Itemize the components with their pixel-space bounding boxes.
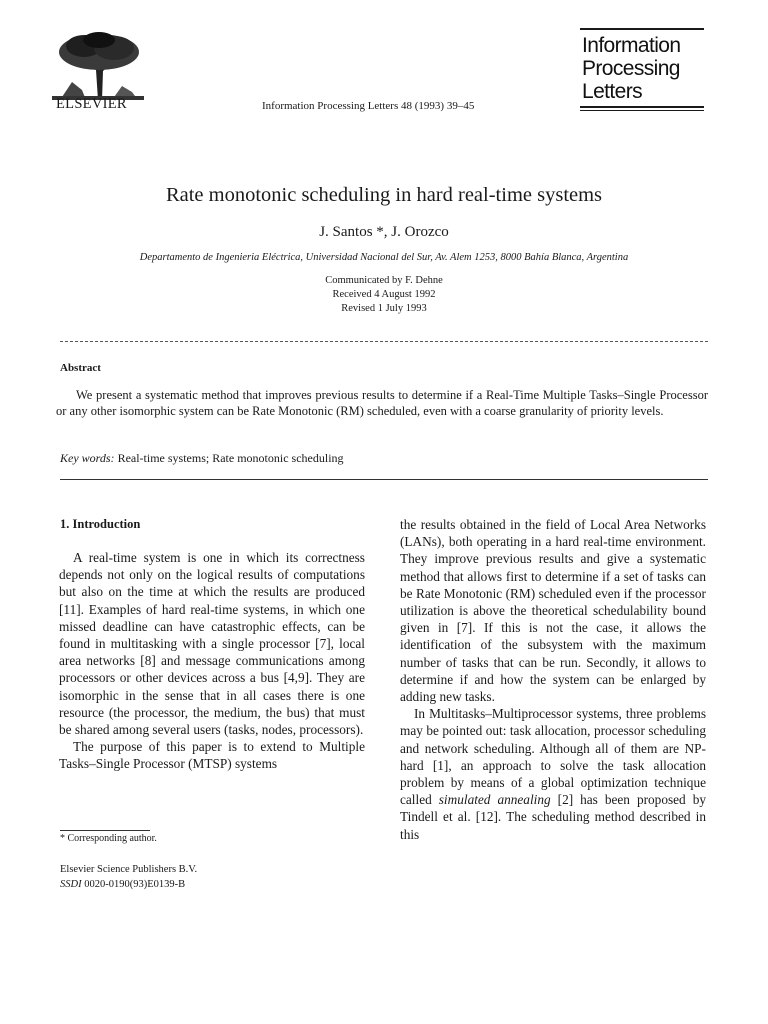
journal-citation: Information Processing Letters 48 (1993) 39–45 [262,100,475,112]
emphasis-term: simulated annealing [438,792,551,808]
text-run: [2] has been proposed by Tindell et al. [12]. The scheduling method described in this [400,792,706,842]
right-column [400,516,706,843]
article-authors: J. Santos *, J. Orozco [319,224,449,240]
abstract-heading: Abstract [60,362,101,374]
journal-name-line: Processing [582,57,680,80]
footnote: * Corresponding author. [60,833,157,844]
section-heading: 1. Introduction [60,517,141,531]
article-title: Rate monotonic scheduling in hard real-time systems [165,184,603,206]
communicated-by: Communicated by F. Dehne [325,275,443,286]
journal-name [582,34,704,103]
masthead-bottom-rule-thin [580,110,704,111]
journal-name-line: Letters [582,80,642,103]
body-paragraph [400,705,706,843]
ssdi-value: 0020-0190(93)E0139-B [84,879,186,890]
left-column [59,549,365,773]
masthead-bottom-rule [580,106,704,108]
body-paragraph: the results obtained in the field of Local Area Networks (LANs), both operating in a hard real-time environment. They improve previous results and give a systematic method that allows first to determine if a set of tasks can be Rate Monotonic (RM) scheduled even if the processor utilization is above the theoretical schedulability bound given in [7]. If this is not the case, it allows the identification of the subsystem with the maximum number of tasks that can be run. Secondly, it allows to determine if and how the system can be enlarged by adding new tasks. [400,517,706,705]
journal-name-line: Information [582,34,681,57]
publisher-name: ELSEVIER [56,96,127,112]
publisher-info [60,862,197,892]
masthead-top-rule [580,28,704,30]
keywords-value: Real-time systems; Rate monotonic scheduling [117,451,344,465]
abstract-divider [60,479,708,480]
text-run: In Multitasks–Multiprocessor systems, three problems may be pointed out: task allocation, processor scheduling and network scheduling. Although all of them are NP-hard [1], an approach to solve the task allocation problem by means of a global optimization technique called [400,706,706,808]
publisher-line: Elsevier Science Publishers B.V. [60,864,198,875]
footnote-rule [60,830,150,831]
received-date: Received 4 August 1992 [332,289,436,300]
journal-masthead [580,28,704,111]
header-divider [60,341,708,342]
keywords-label: Key words: [60,451,115,465]
keywords [60,451,344,466]
author-affiliation: Departamento de Ingenieria Eléctrica, Universidad Nacional del Sur, Av. Alem 1253, 8000 Bahía Blanca, Argentina [139,252,629,263]
body-paragraph: The purpose of this paper is to extend to Multiple Tasks–Single Processor (MTSP) systems [59,739,365,772]
elsevier-tree-logo-icon [52,30,144,102]
ssdi-label: SSDI [60,879,82,890]
body-paragraph: A real-time system is one in which its correctness depends not only on the logical results of computations but also on the time at which the results are produced [11]. Examples of hard real-time systems, in which one missed deadline can have catastrophic effects, can be found in multitasking with a single processor [7], local area networks [8] and message communications among processors or other devices across a bus [4,9]. They are isomorphic in the sense that in all cases there is one resource (the processor, the medium, the bus) that must be shared among several users (tasks, nodes, processors). [59,550,365,738]
revised-date: Revised 1 July 1993 [341,303,427,314]
ssdi-line [60,877,197,892]
abstract-text: We present a systematic method that improves previous results to determine if a Real-Time Multiple Tasks–Single Processor or any other isomorphic system can be Rate Monotonic (RM) scheduled, even with a coarse granularity of priority levels. [56,388,708,418]
